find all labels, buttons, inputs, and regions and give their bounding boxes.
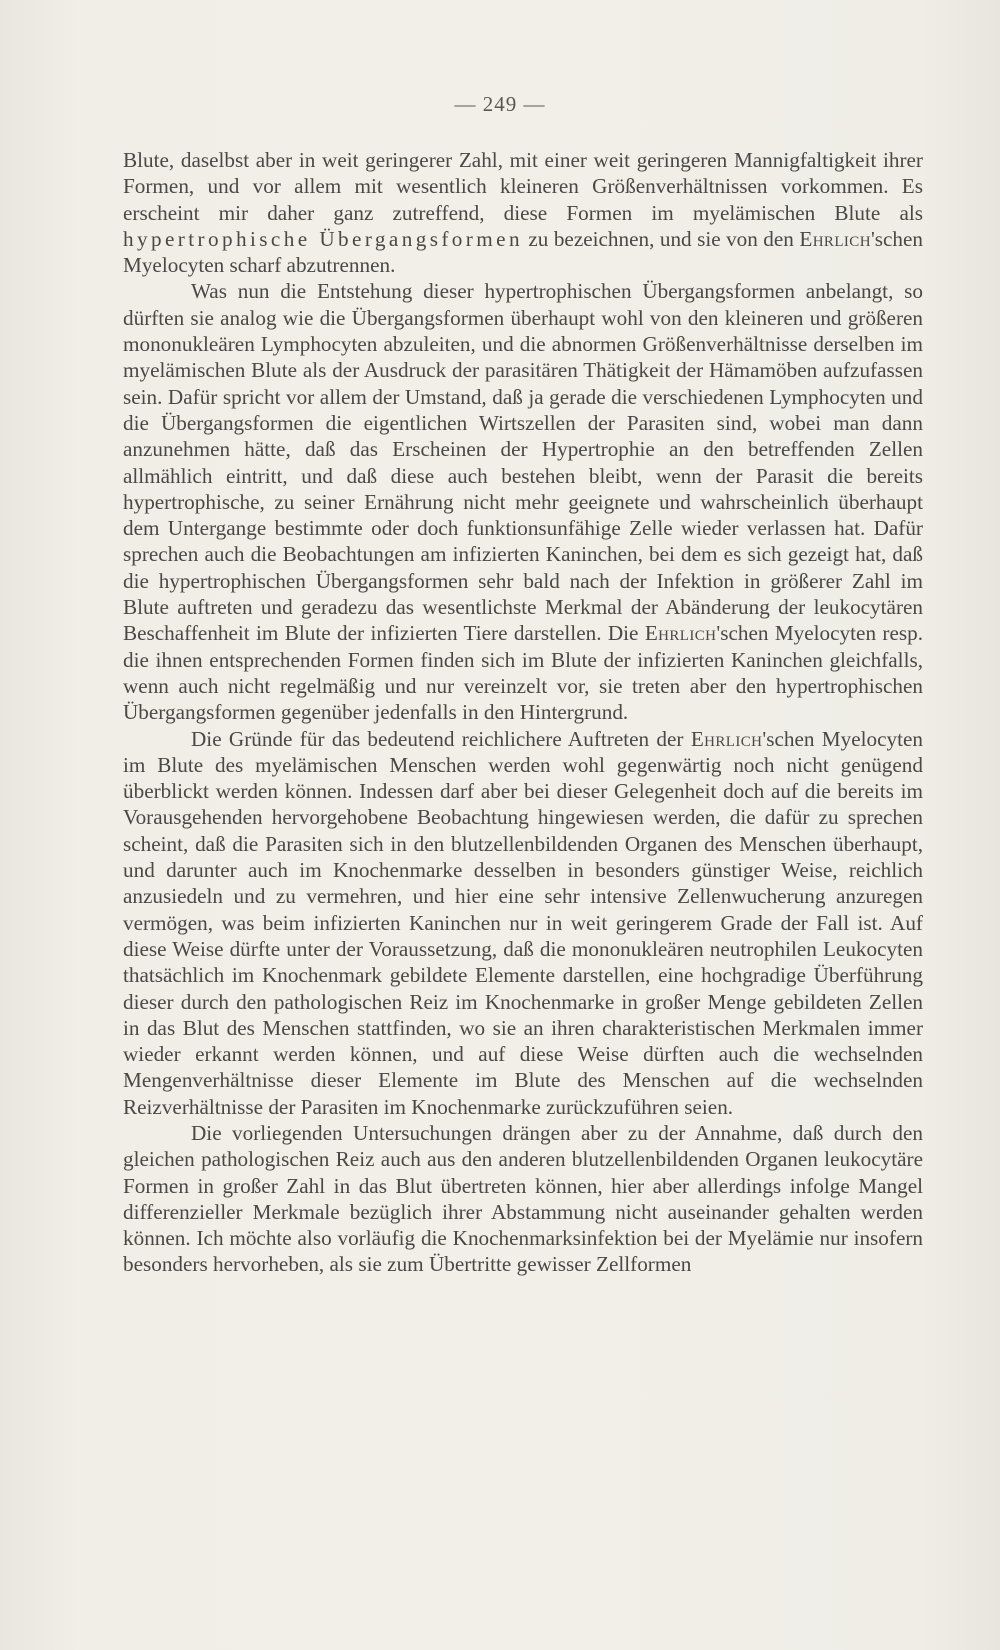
text-run: 'schen Myelocyten resp. die ihnen entsprechenden Formen finden sich im Blute der infizierten Kaninchen gleichfalls, wenn auch nicht regelmäßig und nur vereinzelt vor, sie treten aber den hypertrophischen Übergangsformen gegenüber jedenfalls in den Hintergrund. bbox=[123, 621, 923, 725]
text-run: Die vorliegenden Untersuchungen drängen aber zu der Annahme, daß durch den gleichen pathologischen Reiz auch aus den anderen blutzellenbildenden Organen leukocytäre Formen in großer Zahl in das Blut übertreten können, hier aber allerdings infolge Mangel differenzieller Merkmale bezüglich ihrer Abstammung nicht auseinander gehalten werden können. Ich möchte also vorläufig die Knochenmarksinfektion bei der Myelämie nur insofern besonders hervorheben, als sie zum Übertritte gewisser Zellformen bbox=[123, 1120, 923, 1277]
author-name: Ehrlich bbox=[799, 226, 871, 251]
text-run: zu bezeichnen, und sie von den bbox=[522, 226, 800, 251]
spaced-term: hypertrophische Übergangsformen bbox=[123, 226, 523, 251]
paragraph-1 bbox=[123, 147, 923, 278]
paragraph-3 bbox=[123, 726, 923, 1120]
text-run: Was nun die Entstehung dieser hypertrophischen Übergangsformen anbelangt, so dürften sie analog wie die Übergangsformen überhaupt wohl von den kleineren und größeren mononukleären Lymphocyten abzuleiten, und die abnormen Größenverhältnisse derselben im myelämischen Blute als der Ausdruck der parasitären Thätigkeit der Hämamöben aufzufassen sein. Dafür spricht vor allem der Umstand, daß ja gerade die verschiedenen Lymphocyten und die Übergangsformen die eigentlichen Wirtszellen der Parasiten sind, wobei man dann anzunehmen hätte, daß das Erscheinen der Hypertrophie an den betreffenden Zellen allmählich eintritt, und daß diese auch bestehen bleibt, wenn der Parasit die bereits hypertrophische, zu seiner Ernährung nicht mehr geeignete und wahrscheinlich überhaupt dem Untergange bestimmte oder doch funktionsunfähige Zelle wieder verlassen hat. Dafür sprechen auch die Beobachtungen am infizierten Kaninchen, bei dem es sich gezeigt hat, daß die hypertrophischen Übergangsformen sehr bald nach der Infektion in größerer Zahl im Blute auftreten und geradezu das wesentlichste Merkmal der Abänderung der leukocytären Beschaffenheit im Blute der infizierten Tiere darstellen. Die bbox=[123, 279, 923, 646]
author-name: Ehrlich bbox=[690, 726, 763, 751]
body-text bbox=[123, 147, 923, 1278]
text-run: Blute, daselbst aber in weit geringerer Zahl, mit einer weit geringeren Mannigfaltigkeit ihrer Formen, und vor allem mit wesentlich kleineren Größenverhältnissen vorkommen. Es erscheint mir daher ganz zutreffend, diese Formen im myelämischen Blute als bbox=[123, 148, 923, 225]
page-number: — 249 — bbox=[454, 92, 546, 116]
author-name: Ehrlich bbox=[644, 621, 717, 646]
paragraph-4 bbox=[123, 1120, 923, 1278]
text-run: 'schen Myelocyten im Blute des myelämischen Menschen werden wohl gegenwärtig noch nicht genügend überblickt werden können. Indessen darf aber bei dieser Gelegenheit doch auf die bereits im Vorausgehenden hervorgehobene Beobachtung hingewiesen werden, die dafür zu sprechen scheint, daß die Parasiten sich in den blutzellenbildenden Organen des Menschen überhaupt, und darunter auch im Knochenmarke desselben in besonders günstiger Weise, reichlich anzusiedeln und zu vermehren, und hier eine sehr intensive Zellenwucherung anzuregen vermögen, was beim infizierten Kaninchen nur in weit geringerem Grade der Fall ist. Auf diese Weise dürfte unter der Voraussetzung, daß die mononukleären neutrophilen Leukocyten thatsächlich im Knochenmark gebildete Elemente darstellen, eine hochgradige Überführung dieser durch den pathologischen Reiz im Knochenmarke in großer Menge gebildeten Zellen in das Blut des Menschen stattfinden, wo sie an ihren charakteristischen Merkmalen immer wieder erkannt werden können, und auf diese Weise dürften auch die wechselnden Mengenverhältnisse dieser Elemente im Blute des Menschen auf die wechselnden Reizverhältnisse der Parasiten im Knochenmarke zurückzuführen seien. bbox=[123, 726, 923, 1119]
text-run: 'schen Myelocyten scharf abzutrennen. bbox=[123, 226, 923, 278]
paragraph-2 bbox=[123, 278, 923, 725]
text-run: Die Gründe für das bedeutend reichlichere Auftreten der bbox=[191, 726, 691, 751]
